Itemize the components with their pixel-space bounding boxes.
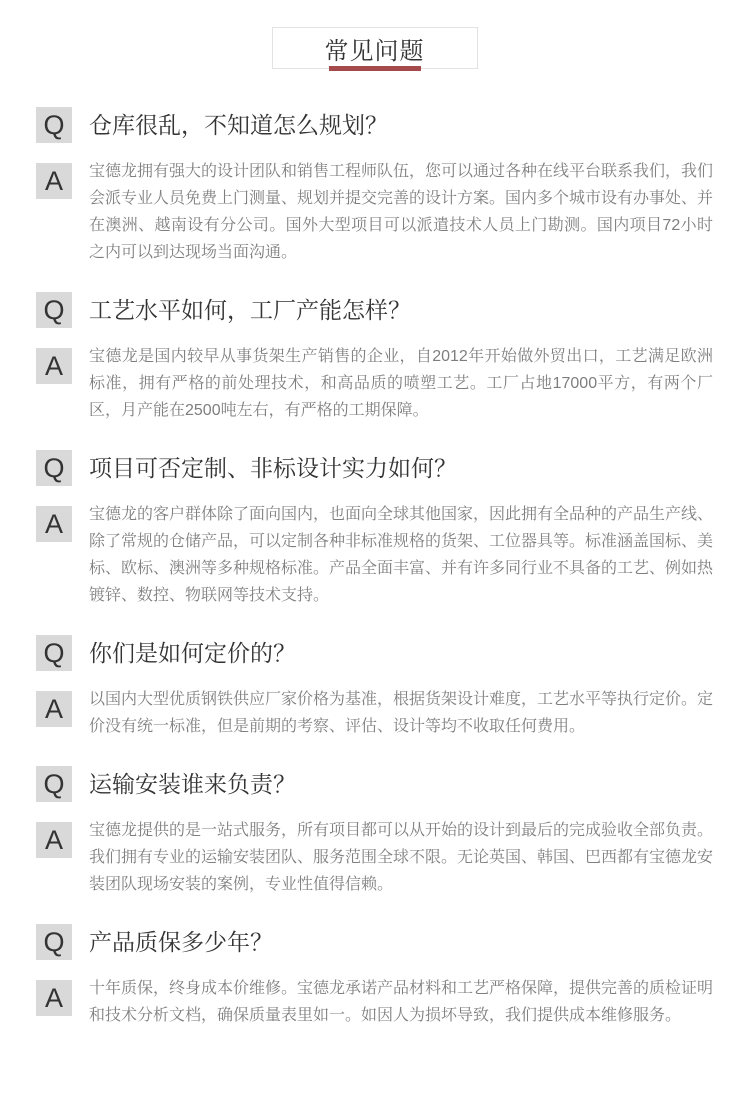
question-row [36,450,713,486]
question-row [36,924,713,960]
answer-row [36,348,713,424]
answer-badge: A [36,980,72,1016]
section-title-box [272,27,478,69]
question-badge: Q [36,107,72,143]
question-badge: Q [36,450,72,486]
question-badge: Q [36,292,72,328]
faq-item [36,292,713,424]
faq-item [36,766,713,898]
faq-item [36,924,713,1029]
question-text: 产品质保多少年？ [89,929,273,955]
question-text: 运输安装谁来负责？ [89,771,296,797]
answer-badge: A [36,506,72,542]
question-row [36,635,713,671]
answer-badge: A [36,822,72,858]
answer-row [36,163,713,266]
question-text: 工艺水平如何，工厂产能怎样？ [89,297,411,323]
question-text: 仓库很乱，不知道怎么规划？ [89,112,388,138]
faq-list [36,107,713,1029]
section-title: 常见问题 [324,37,425,65]
answer-text: 宝德龙是国内较早从事货架生产销售的企业，自2012年开始做外贸出口，工艺满足欧洲标准，拥有严格的前处理技术，和高品质的喷塑工艺。工厂占地17000平方，有两个厂区，月产能在2500吨左右，有严格的工期保障。 [89,348,713,419]
question-row [36,107,713,143]
faq-item [36,107,713,266]
faq-item [36,635,713,740]
question-badge: Q [36,635,72,671]
answer-text: 十年质保，终身成本价维修。宝德龙承诺产品材料和工艺严格保障，提供完善的质检证明和技术分析文档，确保质量表里如一。如因人为损坏导致，我们提供成本维修服务。 [89,980,714,1024]
answer-row [36,980,713,1029]
answer-text: 以国内大型优质钢铁供应厂家价格为基准，根据货架设计难度，工艺水平等执行定价。定价没有统一标准，但是前期的考察、评估、设计等均不收取任何费用。 [89,691,714,735]
answer-badge: A [36,348,72,384]
answer-text: 宝德龙提供的是一站式服务，所有项目都可以从开始的设计到最后的完成验收全部负责。我们拥有专业的运输安装团队、服务范围全球不限。无论英国、韩国、巴西都有宝德龙安装团队现场安装的案例，专业性值得信赖。 [89,822,714,893]
answer-row [36,691,713,740]
question-badge: Q [36,766,72,802]
answer-badge: A [36,691,72,727]
question-row [36,766,713,802]
question-badge: Q [36,924,72,960]
question-text: 你们是如何定价的？ [89,640,296,666]
answer-row [36,822,713,898]
question-row [36,292,713,328]
answer-badge: A [36,163,72,199]
answer-text: 宝德龙拥有强大的设计团队和销售工程师队伍，您可以通过各种在线平台联系我们，我们会派专业人员免费上门测量、规划并提交完善的设计方案。国内多个城市设有办事处、并在澳洲、越南设有分公司。国外大型项目可以派遣技术人员上门勘测。国内项目72小时之内可以到达现场当面沟通。 [89,163,714,261]
question-text: 项目可否定制、非标设计实力如何？ [89,455,457,481]
answer-text: 宝德龙的客户群体除了面向国内，也面向全球其他国家，因此拥有全品种的产品生产线、除了常规的仓储产品，可以定制各种非标准规格的货架、工位器具等。标准涵盖国标、美标、欧标、澳洲等多种规格标准。产品全面丰富、并有许多同行业不具备的工艺、例如热镀锌、数控、物联网等技术支持。 [89,506,714,604]
faq-item [36,450,713,609]
answer-row [36,506,713,609]
title-underline-decoration [329,66,421,71]
